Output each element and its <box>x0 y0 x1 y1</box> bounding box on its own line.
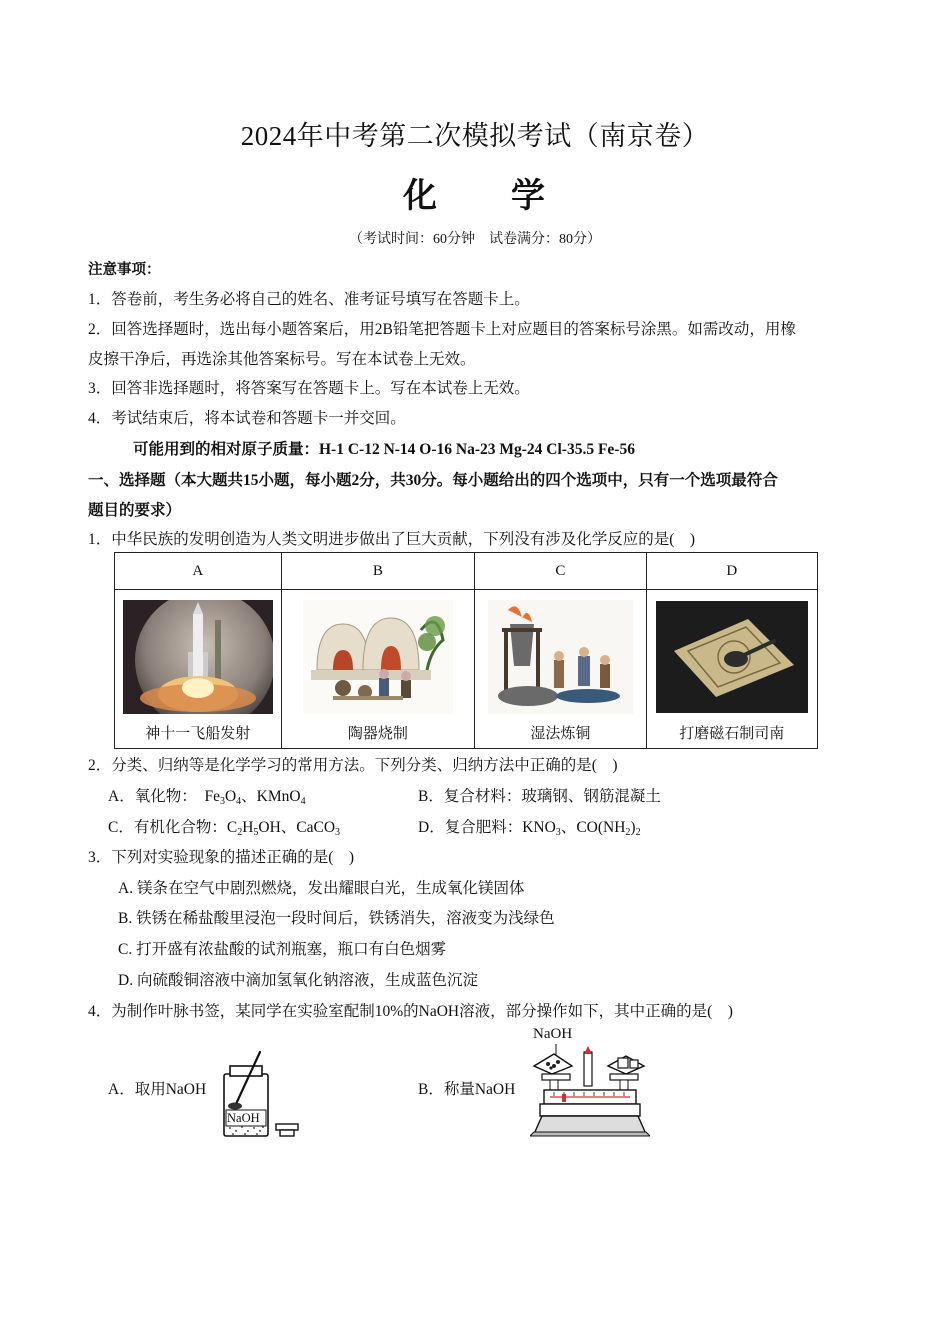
q1-header-b: B <box>281 553 475 590</box>
copper-smelting-image <box>488 600 633 714</box>
q1-cell-d <box>646 590 817 749</box>
notice-item-1: 1．答卷前，考生务必将自己的姓名、准考证号填写在答题卡上。 <box>88 291 530 308</box>
q1-stem: 1．中华民族的发明创造为人类文明进步做出了巨大贡献，下列没有涉及化学反应的是( ) <box>88 531 696 548</box>
q1-cell-a <box>115 590 282 749</box>
q1-cell-c <box>475 590 646 749</box>
q3-option-a: A. 镁条在空气中剧烈燃烧，发出耀眼白光，生成氧化镁固体 <box>118 880 525 897</box>
q1-caption-d: 打磨磁石制司南 <box>679 726 785 742</box>
q1-header-a: A <box>115 553 282 590</box>
q1-header-c: C <box>475 553 646 590</box>
q4-bottle-label: NaOH <box>227 1111 260 1125</box>
q2-option-d: D．复合肥料：$KNO_3$、$CO(NH_2)_2$ <box>418 819 641 838</box>
q1-caption-c: 湿法炼铜 <box>530 726 591 742</box>
q3-option-d: D. 向硫酸铜溶液中滴加氢氧化钠溶液，生成蓝色沉淀 <box>118 972 478 989</box>
q2-option-b: B．复合材料：玻璃钢、钢筋混凝土 <box>418 788 661 805</box>
exam-info: （考试时间：60分钟 试卷满分：80分） <box>349 232 601 247</box>
q1-header-d: D <box>646 553 817 590</box>
q2-stem: 2．分类、归纳等是化学学习的常用方法。下列分类、归纳方法中正确的是( ) <box>88 757 618 774</box>
q4-a-diagram <box>220 1048 302 1140</box>
notice-item-2-line-1: 2．回答选择题时，选出每小题答案后，用2B铅笔把答题卡上对应题目的答案标号涂黑。如需改动，用橡 <box>88 321 796 338</box>
notice-item-3: 3．回答非选择题时，将答案写在答题卡上。写在本试卷上无效。 <box>88 380 530 397</box>
notice-heading: 注意事项： <box>88 262 161 278</box>
section1-heading-line-2: 题目的要求） <box>88 502 182 519</box>
notice-item-4: 4．考试结束后，将本试卷和答题卡一并交回。 <box>88 410 406 427</box>
page-title: 2024年中考第二次模拟考试（南京卷） <box>240 121 710 151</box>
atomic-masses: 可能用到的相对原子质量：H-1 C-12 N-14 O-16 Na-23 Mg-24 Cl-35.5 Fe-56 <box>133 441 635 458</box>
pottery-kiln-image <box>303 600 453 714</box>
q4-option-b: B．称量NaOH <box>418 1081 516 1098</box>
q1-cell-b <box>281 590 475 749</box>
q1-caption-a: 神十一飞船发射 <box>145 726 251 742</box>
q1-options-table <box>114 552 818 749</box>
q2-option-c: C．有机化合物：$C_2H_5OH$、CaCO$_3$ <box>108 819 341 838</box>
rocket-launch-image <box>123 600 273 714</box>
q1-caption-b: 陶器烧制 <box>347 726 408 742</box>
q3-option-b: B. 铁锈在稀盐酸里浸泡一段时间后，铁锈消失，溶液变为浅绿色 <box>118 910 555 927</box>
q3-option-c: C. 打开盛有浓盐酸的试剂瓶塞，瓶口有白色烟雾 <box>118 941 447 958</box>
q4-option-a: A．取用NaOH <box>108 1081 207 1098</box>
compass-spoon-image <box>656 601 808 713</box>
subject-title: 化 学 <box>403 178 547 215</box>
notice-item-2-line-2: 皮擦干净后，再选涂其他答案标号。写在本试卷上无效。 <box>88 351 476 368</box>
section1-heading-line-1: 一、选择题（本大题共15小题，每小题2分，共30分。每小题给出的四个选项中，只有一个选项最符合 <box>88 472 778 489</box>
q4-balance-label: NaOH <box>533 1026 573 1042</box>
q3-stem: 3．下列对实验现象的描述正确的是( ) <box>88 849 355 866</box>
q4-b-diagram <box>530 1044 650 1138</box>
q4-stem: 4．为制作叶脉书签，某同学在实验室配制10%的NaOH溶液，部分操作如下，其中正确的是( ) <box>88 1003 733 1020</box>
q2-option-a: A．氧化物： $Fe_3O_4$、KMnO$_4$ <box>108 788 306 807</box>
